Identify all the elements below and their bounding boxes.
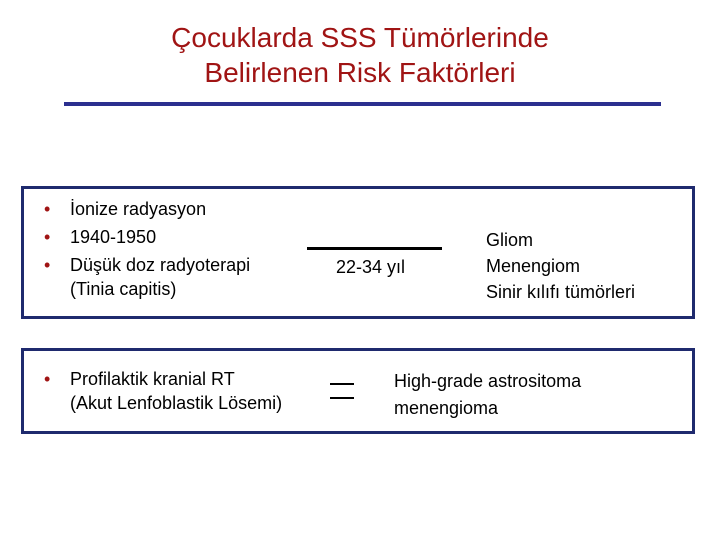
latency-label: 22-34 yıl	[336, 257, 406, 277]
list-item: Menengiom	[486, 256, 581, 276]
title-divider	[64, 102, 661, 106]
risk-factor-list	[44, 367, 344, 415]
risk-factor-list	[44, 197, 324, 305]
list-item: • 1940-1950	[44, 225, 324, 249]
list-item-text: Düşük doz radyoterapi	[70, 255, 251, 275]
slide-title	[0, 20, 720, 90]
risk-factor-box-cranial-rt	[21, 348, 695, 434]
slide-title-line1: Çocuklarda SSS Tümörlerinde	[171, 22, 549, 53]
list-item	[44, 367, 344, 415]
list-item: • İonize radyasyon	[44, 197, 324, 221]
list-item: Gliom	[486, 230, 534, 250]
tumor-outcome-list	[486, 227, 635, 305]
list-item-text: Profilaktik kranial RT	[70, 369, 235, 389]
list-item: High-grade astrositoma	[394, 371, 582, 391]
equals-sign	[330, 383, 354, 399]
slide-title-line2: Belirlenen Risk Faktörleri	[204, 57, 516, 88]
list-item: Sinir kılıfı tümörleri	[486, 282, 636, 302]
list-item-subtext: (Akut Lenfoblastik Lösemi)	[70, 393, 283, 413]
tumor-outcome-list	[394, 368, 581, 422]
connector-line	[307, 247, 442, 250]
list-item-subtext: (Tinia capitis)	[70, 279, 177, 299]
risk-factor-box-radiation	[21, 186, 695, 319]
list-item	[44, 253, 324, 301]
list-item: menengioma	[394, 398, 499, 418]
